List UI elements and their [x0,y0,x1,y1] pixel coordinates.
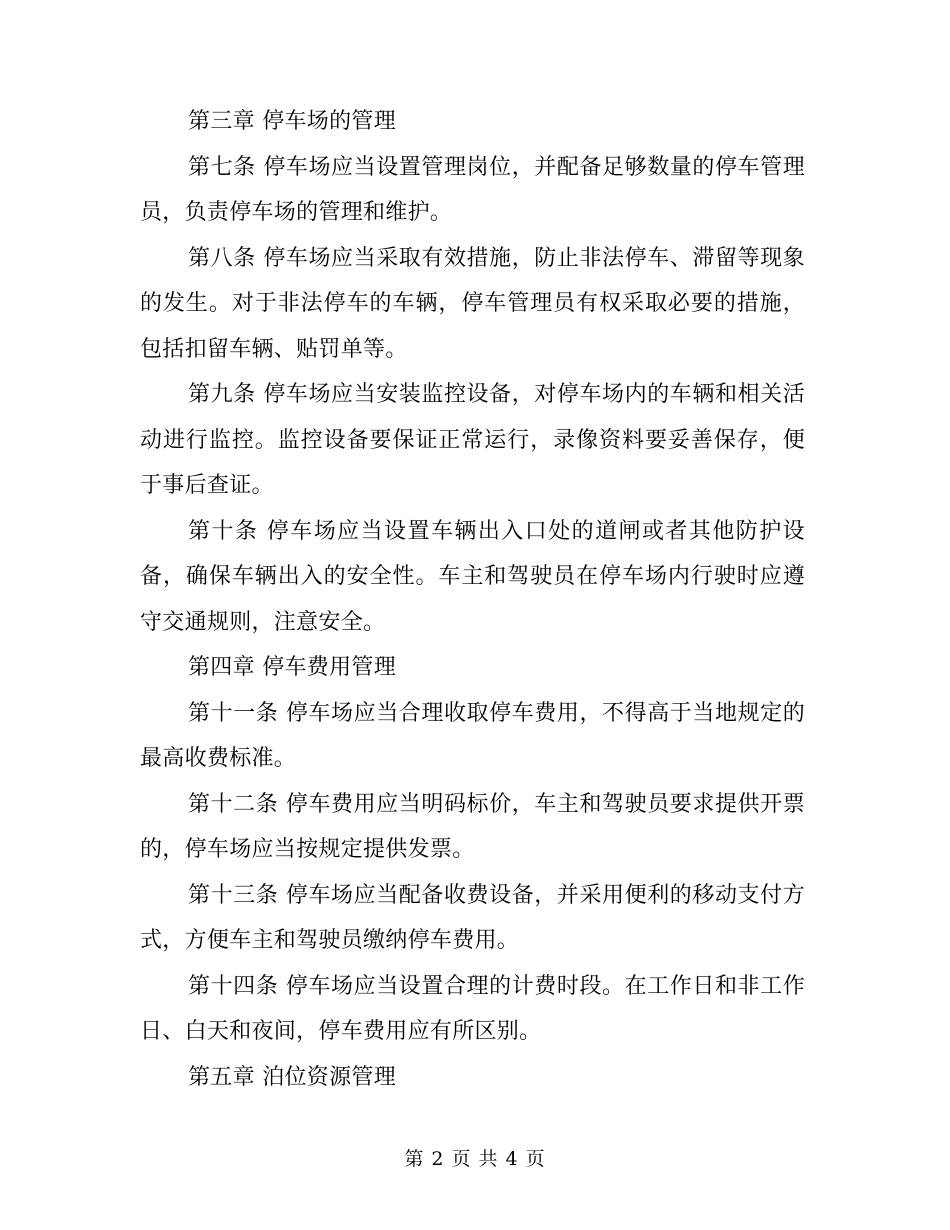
article-7: 第七条 停车场应当设置管理岗位，并配备足够数量的停车管理员，负责停车场的管理和维护。 [140,154,805,225]
article-13: 第十三条 停车场应当配备收费设备，并采用便利的移动支付方式，方便车主和驾驶员缴纳停车费用。 [140,882,805,953]
chapter-heading-4: 第四章 停车费用管理 [188,655,396,680]
chapter-heading-5: 第五章 泊位资源管理 [188,1064,396,1090]
article-8: 第八条 停车场应当采取有效措施，防止非法停车、滞留等现象的发生。对于非法停车的车辆，停车管理员有权采取必要的措施，包括扣留车辆、贴罚单等。 [140,245,805,362]
page-number-label: 第 2 页 共 4 页 [404,1148,546,1170]
document-body [140,99,805,1100]
article-14: 第十四条 停车场应当设置合理的计费时段。在工作日和非工作日、白天和夜间，停车费用应有所区别。 [140,973,805,1044]
article-11: 第十一条 停车场应当合理收取停车费用，不得高于当地规定的最高收费标准。 [140,700,805,771]
article-9: 第九条 停车场应当安装监控设备，对停车场内的车辆和相关活动进行监控。监控设备要保证正常运行，录像资料要妥善保存，便于事后查证。 [140,382,805,498]
chapter-heading-3: 第三章 停车场的管理 [188,109,396,134]
page-footer [0,1146,950,1172]
article-12: 第十二条 停车费用应当明码标价，车主和驾驶员要求提供开票的，停车场应当按规定提供发票。 [140,791,805,862]
article-10: 第十条 停车场应当设置车辆出入口处的道闸或者其他防护设备，确保车辆出入的安全性。车主和驾驶员在停车场内行驶时应遵守交通规则，注意安全。 [140,518,805,635]
